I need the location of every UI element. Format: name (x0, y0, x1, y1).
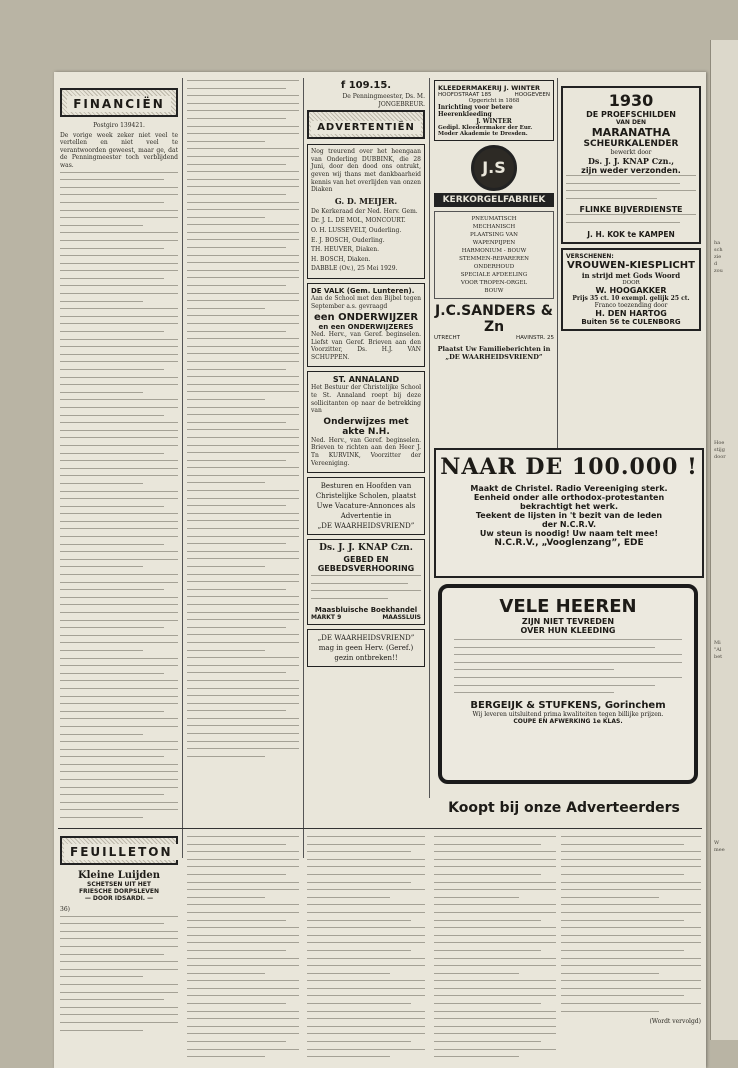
kalender-year: 1930 (608, 91, 654, 110)
valk-header: DE VALK (Gem. Lunteren). (311, 286, 415, 295)
vele-line4: COUPE EN AFWERKING 1e KLAS. (513, 717, 623, 725)
vrouwen-sub: in strijd met Gods Woord (581, 270, 681, 280)
kleedermakerij-ad (434, 80, 554, 141)
besturen-line: „DE WAARHEIDSVRIEND” (317, 522, 415, 531)
feuilleton-text-col4 (434, 836, 556, 1064)
vrouwen-street: Buiten 56 te CULENBORG (581, 317, 681, 326)
knap-ad (307, 539, 425, 624)
vrouwen-door: DOOR (622, 279, 640, 286)
wordt-vervolgd: (Wordt vervolgd) (649, 1018, 701, 1026)
besturen-line: Besturen en Hoofden van (320, 482, 412, 491)
penningmeester: De Penningmeester, Ds. M. JONGEBREUR. (342, 93, 425, 108)
radio-ad (434, 448, 704, 578)
annaland-body: Het Bestuur der Christelijke School te St. Annaland roept bij deze sollicitanten op naar de betrekking van (311, 384, 421, 415)
vele-title: VELE HEEREN (499, 596, 637, 617)
radio-line5: der N.C.R.V. (541, 520, 597, 529)
feuilleton-part: 36) (60, 906, 70, 913)
service-item: VOOR TROPEN-ORGEL (460, 280, 528, 286)
annaland-title: ST. ANNALAND (332, 375, 400, 385)
familieberichten-caption: Plaatst Uw Familieberichten in „DE WAARHEIDSVRIEND” (437, 345, 551, 361)
besturen-line: Advertentie in (340, 512, 392, 521)
deceased-name: G. D. MEIJER. (334, 195, 398, 206)
financien-column (60, 88, 178, 824)
radio-line1: Maakt de Christel. Radio Vereeniging sterk. (470, 484, 668, 493)
vele-heeren-ad (438, 584, 698, 784)
valk-ad (307, 283, 425, 368)
column-rule (557, 78, 558, 448)
kalender-line1: DE PROEFSCHILDEN (586, 110, 676, 119)
kerkorgel-firm: J.C.SANDERS & Zn (435, 303, 553, 335)
column-rule (303, 78, 304, 858)
vele-body (442, 639, 694, 693)
radio-line7: N.C.R.V., „Vooglenzang”, EDE (494, 538, 644, 548)
kalender-bewerkt: bewerkt door (610, 149, 652, 156)
service-item: ONDERHOUD (473, 264, 515, 270)
feuilleton-story: Kleine Luijden (77, 870, 161, 881)
kalender-author: Ds. J. J. KNAP Czn., (587, 156, 675, 166)
vrouwen-title: VROUWEN-KIESPLICHT (567, 259, 695, 271)
advertentien-title: ADVERTENTIËN (311, 121, 421, 134)
kerkorgel-address (434, 335, 554, 341)
obituary-ad (307, 144, 425, 279)
financien-banner (60, 88, 178, 117)
vrouwen-price: Prijs 35 ct. 10 exempl. gelijk 25 ct. (572, 294, 690, 302)
service-item: SPECIALE AFDEELING (460, 272, 528, 278)
kalender-line2: VAN DEN (615, 119, 647, 126)
vrouwen-ad (561, 248, 701, 331)
knap-street: MARKT 9 (311, 613, 342, 621)
signatory: TH. HEUVER, Diaken. (311, 246, 380, 254)
feuilleton-text-col5 (561, 836, 701, 1064)
kalender-title: MARANATHA (591, 126, 671, 139)
financien-lead: De vorige week zeker niet veel te vertellen en niet veel te verantwoorden geweest, maar ge, dat de Penningmeester toch verblijdend was. (60, 131, 178, 169)
koopt-banner: Koopt bij onze Adverteerders (448, 800, 680, 816)
signatory: E. J. BOSCH, Ouderling. (311, 236, 385, 244)
service-item: WAPENPIJPEN (472, 240, 516, 246)
feuilleton-sub1: SCHETSEN UIT HET (87, 881, 151, 888)
knap-publisher: Maasbluische Boekhandel (314, 605, 418, 614)
annaland-ad (307, 371, 425, 473)
kalender-title2: SCHEURKALENDER (583, 139, 679, 149)
signatory: O. H. LUSSEVELT, Ouderling. (311, 226, 402, 234)
kalender-publisher: J. H. KOK te KAMPEN (587, 229, 675, 239)
kalender-zijn: zijn weder verzonden. (581, 166, 681, 175)
vrouwen-author: W. HOOGAKKER (595, 285, 667, 295)
valk-contact: Ned. Herv., van Geref. beginselen. Liefst van Geref. Brieven aan den Voorzitter, Ds. H.J. VAN SCHUPPEN. (311, 331, 421, 361)
kerkeraad: De Kerkeraad der Ned. Herv. Gem. (311, 207, 418, 215)
kerkorgel-city: UTRECHT (434, 335, 461, 341)
kleedermakerij-street: HOOFDSTRAAT 185 (438, 92, 492, 98)
kleedermakerij-opgericht: Opgericht in 1868 (468, 98, 520, 104)
waarheid-line1: „DE WAARHEIDSVRIEND” (317, 633, 415, 642)
waarheid-line2: mag in geen Herv. (Geref.) (318, 643, 414, 652)
right-ads-column (561, 86, 701, 444)
vele-line2: OVER HUN KLEEDING (520, 626, 616, 635)
organ-logo-icon: J.S (471, 145, 517, 191)
waarheid-line3: gezin ontbreken!! (334, 653, 398, 662)
knap-address (311, 614, 421, 621)
besturen-line: Uwe Vacature-Annonces als (316, 502, 416, 511)
service-item: HARMONIUM - BOUW (461, 248, 527, 254)
kleedermakerij-diploma: Gedipl. Kleedermaker der Eur. Moder Akademie te Dresden. (438, 125, 533, 137)
vele-line3: Wij leveren uitsluitend prima kwaliteiten tegen billijke prijzen. (472, 710, 664, 718)
service-item: STEMMEN-REPAREREN (459, 256, 529, 262)
section-divider (58, 828, 702, 829)
signatory: H. BOSCH, Diaken. (311, 255, 371, 263)
vele-firm: BERGEIJK & STUFKENS, Gorinchem (470, 699, 666, 711)
radio-line6: Uw steun is noodig! Uw naam telt mee! (479, 529, 659, 538)
valk-body: Aan de School met den Bijbel tegen September a.s. gevraagd (311, 294, 421, 310)
service-item: MECHANISCH (472, 224, 516, 230)
waarheid-ad (307, 629, 425, 667)
feuilleton-text-col3 (307, 836, 425, 1064)
kerkorgel-banner: KERKORGELFABRIEK (434, 193, 554, 207)
kerkorgel-column (434, 80, 554, 442)
knap-subtitle: GEBED EN GEBEDSVERHOORING (317, 555, 415, 574)
annaland-contact: Ned. Herv., van Geref. beginselen. Brieven te richten aan den Heer J. Tn KURVINK, Voorzitter der Vereeniging. (311, 436, 421, 467)
feuilleton-sub2: FRIESCHE DORPSLEVEN (78, 888, 160, 895)
kleedermakerij-signer: J. WINTER (476, 118, 512, 125)
article-body-text (60, 916, 178, 1031)
kleedermakerij-inrichting: Inrichting voor betere Heerenkleeding (438, 104, 513, 118)
obituary-place-date: DABBLE (Ov.), 25 Mei 1929. (311, 265, 398, 273)
kalender-call: FLINKE BIJVERDIENSTE (579, 205, 683, 215)
knap-title: Ds. J. J. KNAP Czn. (319, 543, 413, 554)
kerkorgel-services (434, 211, 554, 299)
article-body-text (60, 172, 178, 818)
sum-amount: f 109.15. (340, 80, 392, 91)
postgiro: Postgiro 139421. (93, 122, 145, 129)
column-rule (429, 78, 430, 798)
newspaper-page (54, 72, 706, 1068)
kalender-ad (561, 86, 701, 244)
vrouwen-publisher: H. DEN HARTOG (595, 308, 667, 318)
advertentien-column (307, 80, 425, 824)
feuilleton-author: — DOOR IDSARDI. — (84, 895, 154, 902)
valk-role: een ONDERWIJZER (313, 312, 419, 324)
next-page-edge: ha sch zie d zou Hoe stijg door Mi "Al bet W mee (710, 40, 738, 1040)
feuilleton-banner (60, 836, 178, 865)
radio-line3: bekrachtigt het werk. (519, 502, 618, 511)
besturen-ad (307, 477, 425, 535)
obituary-text: Nog treurend over het heengaan van Onderling DUBBINK, die 28 Juni, door den dood ons ontrukt, geven wij thans met dankbaarheid kennis van het overlijden van onzen Diaken (311, 148, 421, 194)
annaland-role: Onderwijzes met akte N.H. (323, 416, 409, 437)
service-item: BOUW (484, 288, 504, 294)
kleedermakerij-title: KLEEDERMAKERIJ J. WINTER (438, 84, 541, 92)
vele-line1: ZIJN NIET TEVREDEN (521, 617, 615, 626)
knap-town: MAASSLUIS (382, 613, 421, 621)
radio-line4: Teekent de lijsten in 't bezit van de leden (475, 511, 663, 520)
vrouwen-franco: Franco toezending door (594, 301, 668, 309)
vrouwen-header: VERSCHENEN: (566, 252, 614, 260)
feuilleton-text-col2 (187, 836, 299, 1064)
radio-line2: Eenheid onder alle orthodox-protestanten (473, 493, 665, 502)
service-item: PNEUMATISCH (471, 216, 517, 222)
besturen-line: Christelijke Scholen, plaatst (315, 492, 417, 501)
financien-title: FINANCIËN (67, 96, 171, 112)
signatory: Dr. J. L. DE MOL, MONCOURT. (311, 217, 406, 225)
feuilleton-column (60, 836, 178, 1064)
kleedermakerij-town: HOOGEVEEN (514, 92, 550, 98)
financien-continued-column (187, 80, 299, 824)
radio-headline: NAAR DE 100.000 ! (440, 454, 698, 480)
article-body-text (187, 80, 299, 757)
advertentien-banner (307, 110, 425, 139)
kerkorgel-logo (434, 145, 554, 191)
column-rule (182, 78, 183, 858)
kerkorgel-street: HAVINSTR. 25 (515, 335, 554, 341)
service-item: PLAATSING VAN (470, 232, 518, 238)
feuilleton-title: FEUILLETON (64, 844, 178, 860)
valk-role2: en een ONDERWIJZERES (318, 323, 414, 332)
